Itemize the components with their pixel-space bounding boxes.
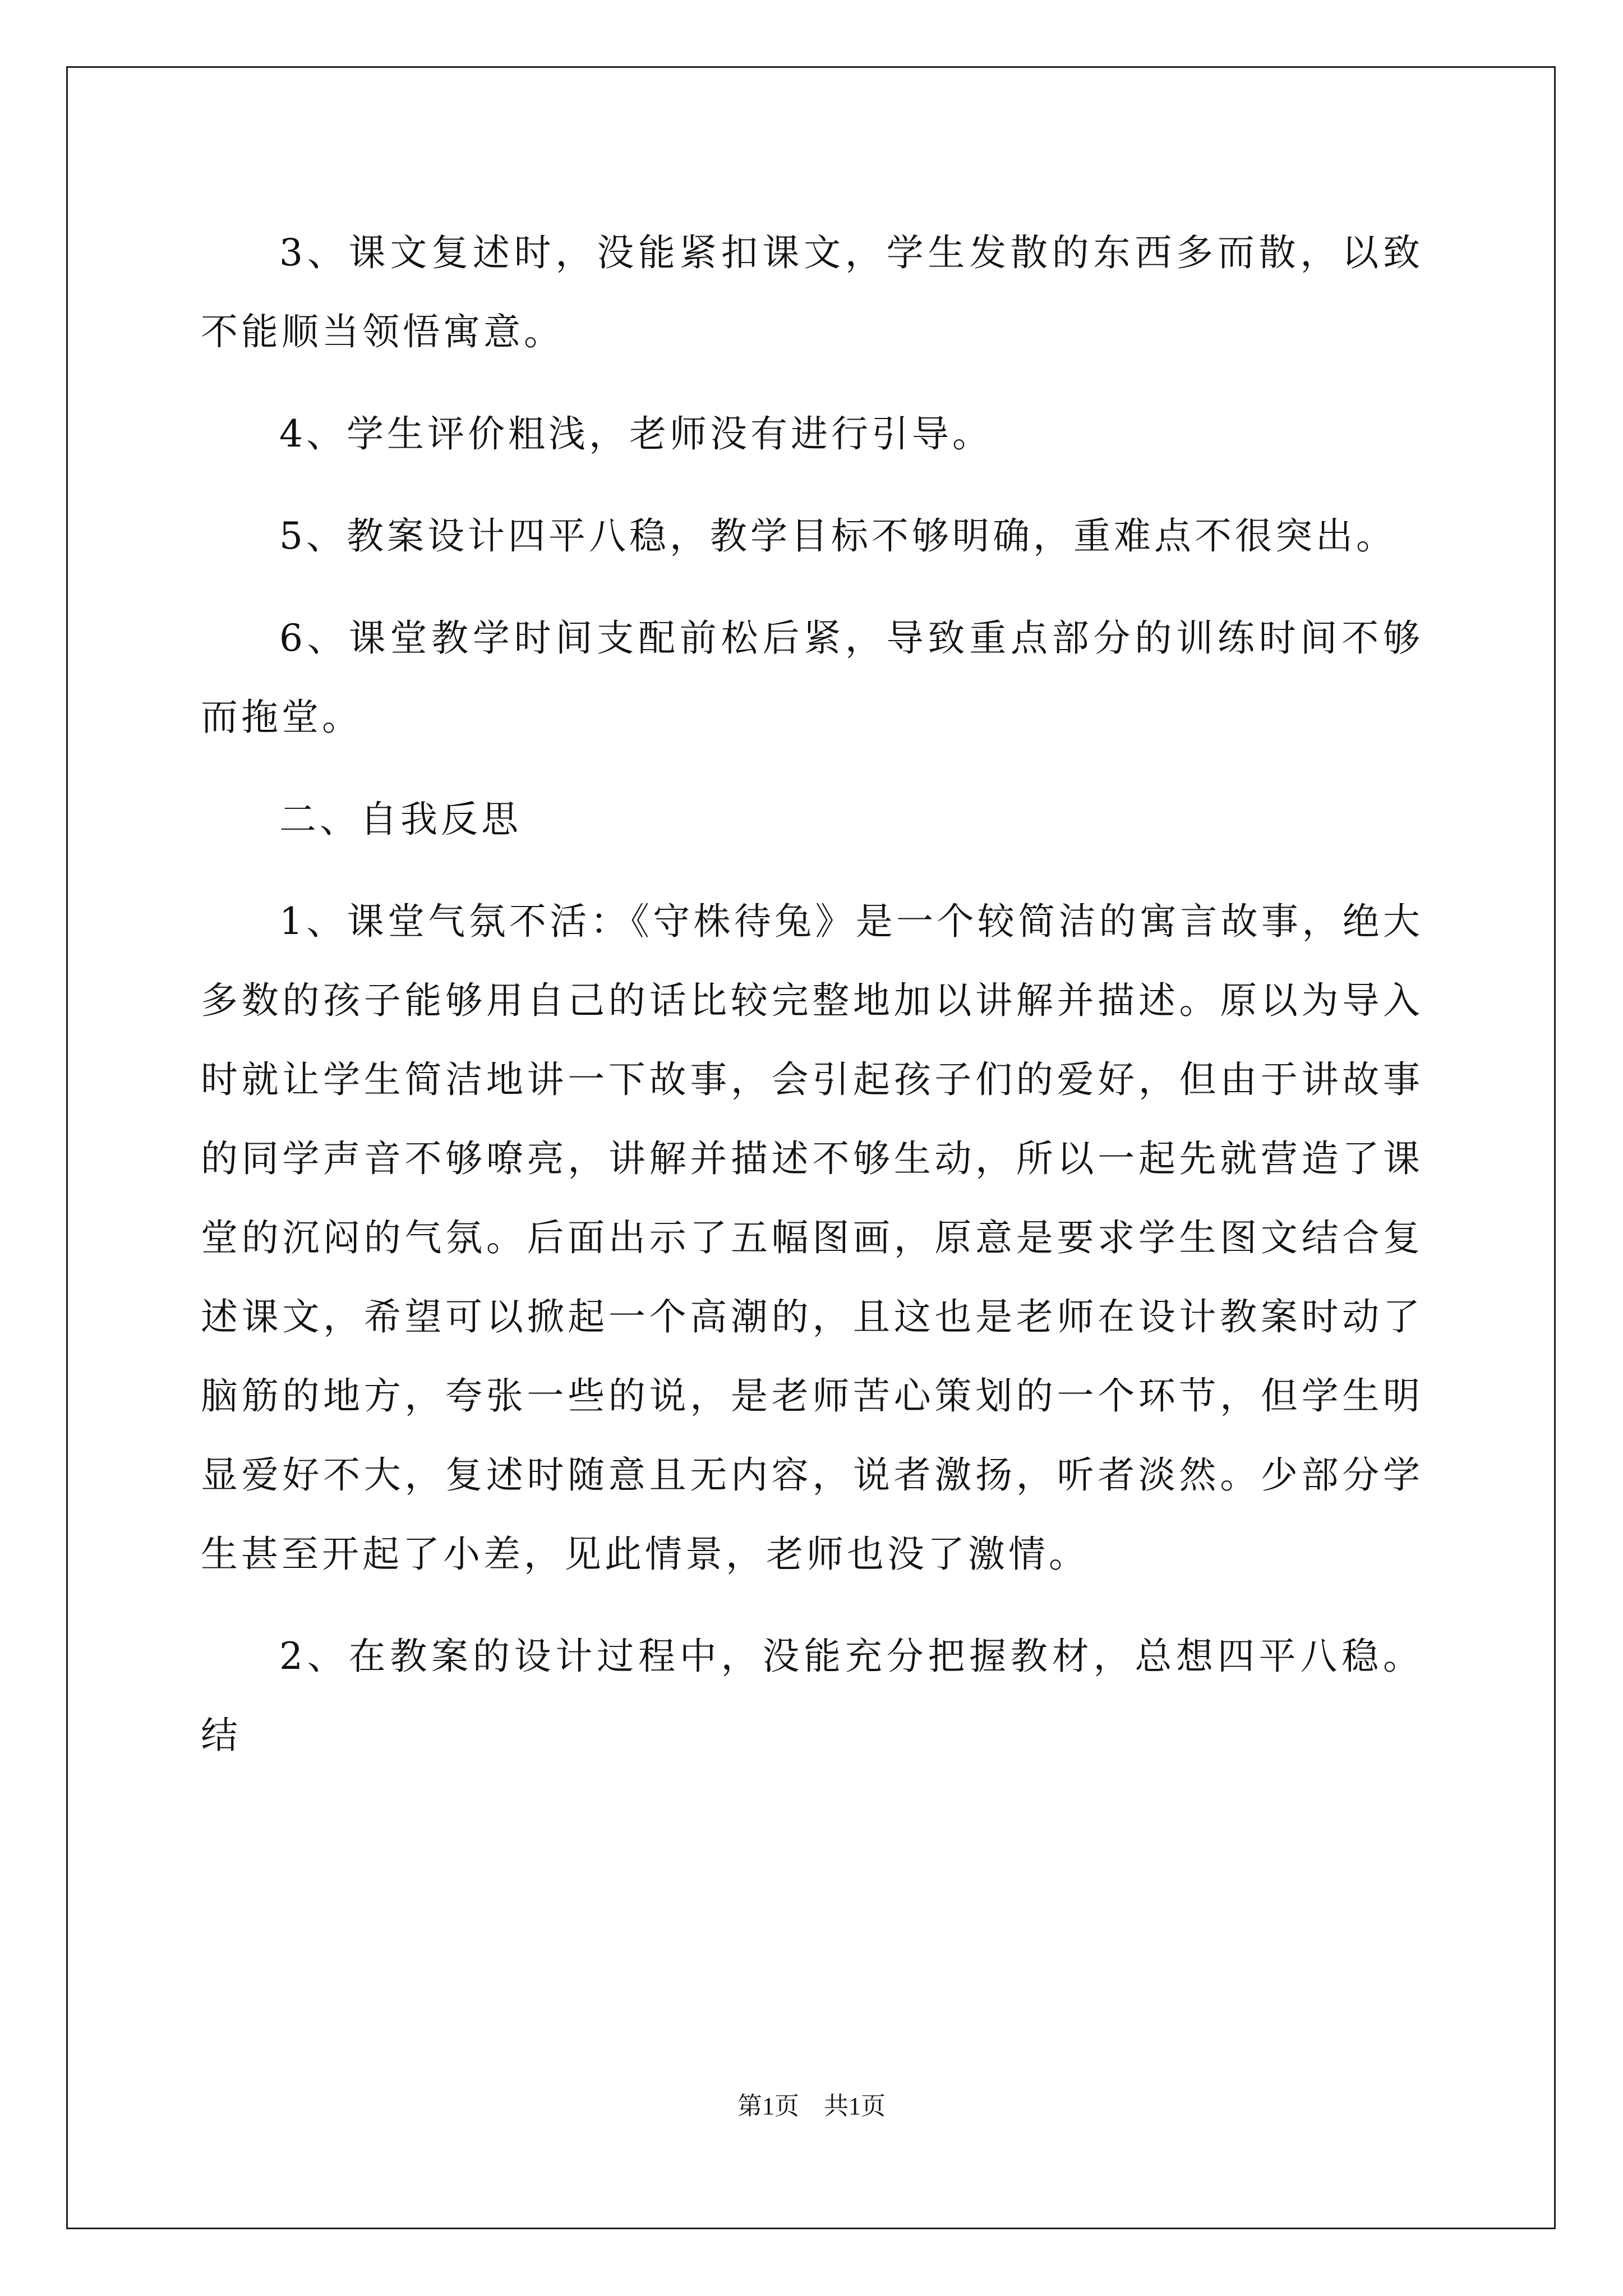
paragraph-item-5: 5、教案设计四平八稳，教学目标不够明确，重难点不很突出。	[279, 514, 1396, 558]
paragraph-item-4: 4、学生评价粗浅，老师没有进行引导。	[279, 412, 993, 455]
paragraph-reflection-2: 2、在教案的设计过程中，没能充分把握教材，总想四平八稳。结	[201, 1635, 1423, 1757]
document-body	[201, 213, 1423, 1798]
paragraph-item-6: 6、课堂教学时间支配前松后紧，导致重点部分的训练时间不够而拖堂。	[201, 616, 1423, 739]
paragraph-reflection-1: 1、课堂气氛不活：《守株待兔》是一个较简洁的寓言故事，绝大多数的孩子能够用自己的话比较完整地加以讲解并描述。原以为导入时就让学生简洁地讲一下故事，会引起孩子们的爱好，但由于讲故事的同学声音不够嘹亮，讲解并描述不够生动，所以一起先就营造了课堂的沉闷的气氛。后面出示了五幅图画，原意是要求学生图文结合复述课文，希望可以掀起一个高潮的，且这也是老师在设计教案时动了脑筋的地方，夸张一些的说，是老师苦心策划的一个环节，但学生明显爱好不大，复述时随意且无内容，说者激扬，听者淡然。少部分学生甚至开起了小差，见此情景，老师也没了激情。	[201, 900, 1423, 1576]
page-number-footer: 第1页 共1页	[737, 2092, 886, 2120]
section-heading-self-reflection: 二、自我反思	[279, 798, 522, 841]
paragraph-item-3: 3、课文复述时，没能紧扣课文，学生发散的东西多而散，以致不能顺当领悟寓意。	[201, 231, 1423, 353]
